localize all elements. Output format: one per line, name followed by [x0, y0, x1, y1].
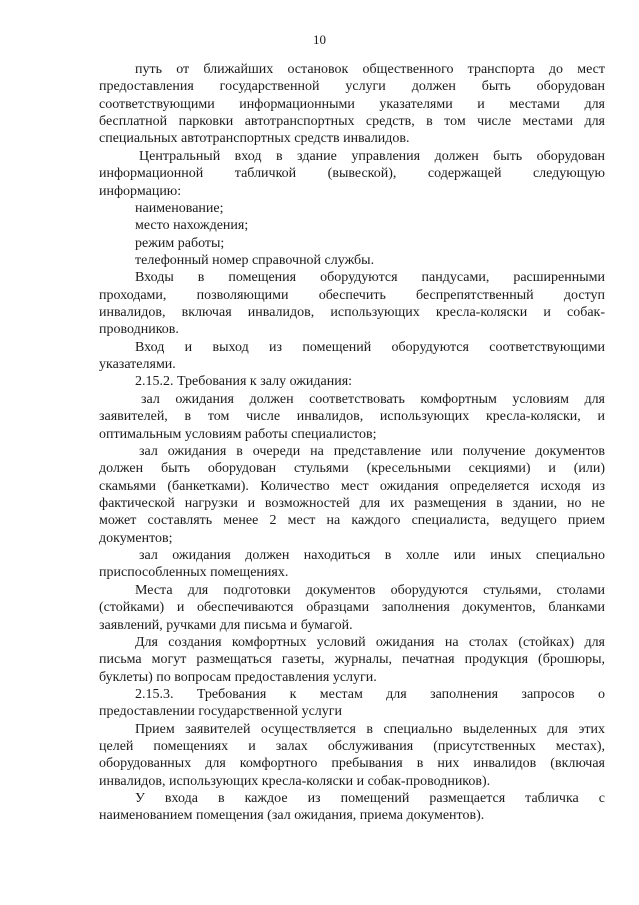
- text-line: должен быть оборудован стульями (кресельными секциями) и (или): [99, 461, 605, 477]
- text-line: У входа в каждое из помещений размещается табличка с: [135, 791, 605, 807]
- text-line: телефонный номер справочной службы.: [135, 252, 375, 268]
- text-line: (стойками) и обеспечиваются образцами заполнения документов, бланками: [99, 600, 605, 616]
- text-line: 2.15.3. Требования к местам для заполнения запросов о: [135, 686, 605, 702]
- text-line: путь от ближайших остановок общественного транспорта до мест: [135, 62, 605, 77]
- text-line: зал ожидания должен соответствовать комфортным условиям для: [141, 391, 605, 407]
- text-line: указателями.: [99, 357, 176, 373]
- text-line: Центральный вход в здание управления должен быть оборудован: [139, 148, 605, 164]
- text-line: целей помещениях и залах обслуживания (присутственных местах),: [99, 739, 605, 755]
- text-line: специальных автотранспортных средств инвалидов.: [99, 131, 410, 147]
- text-line: буклеты) по вопросам предоставления услуги.: [99, 669, 377, 685]
- text-line: режим работы;: [135, 235, 225, 251]
- text-line: Входы в помещения оборудуются пандусами, расширенными: [135, 270, 605, 286]
- text-line: Вход и выход из помещений оборудуются соответствующими: [135, 339, 605, 355]
- text-line: фактической нагрузки и возможностей для их размещения в здании, но не: [99, 495, 605, 511]
- text-line: проходами, позволяющими обеспечить беспрепятственный доступ: [99, 287, 605, 303]
- text-line: заявителей, в том числе инвалидов, использующих кресла-коляски, и: [99, 409, 605, 425]
- text-line: приспособленных помещениях.: [99, 565, 289, 581]
- text-line: зал ожидания должен находиться в холле или иных специально: [139, 548, 605, 564]
- text-line: документов;: [99, 530, 173, 546]
- text-line: Прием заявителей осуществляется в специально выделенных для этих: [135, 721, 605, 737]
- text-line: оптимальным условиям работы специалистов;: [99, 426, 377, 442]
- text-line: 2.15.2. Требования к залу ожидания:: [135, 374, 353, 390]
- text-line: инвалидов, включая инвалидов, использующих кресла-коляски и собак-: [99, 305, 605, 321]
- text-line: бесплатной парковки автотранспортных средств, в том числе местами для: [99, 114, 605, 130]
- text-line: информационной табличкой (вывеской), содержащей следующую: [99, 166, 605, 182]
- text-line: заявлений, ручками для письма и бумагой.: [99, 617, 353, 633]
- text-line: может составлять менее 2 мест на каждого специалиста, ведущего прием: [99, 513, 605, 529]
- text-line: скамьями (банкетками). Количество мест ожидания определяется исходя из: [99, 478, 605, 494]
- text-line: наименованием помещения (зал ожидания, приема документов).: [99, 808, 485, 824]
- text-line: место нахождения;: [135, 218, 249, 234]
- text-line: оборудованных для комфортного пребывания в них инвалидов (включая: [99, 756, 605, 772]
- text-line: инвалидов, использующих кресла-коляски и собак-проводников).: [99, 773, 491, 789]
- text-line: информацию:: [99, 183, 182, 199]
- text-line: предоставления государственной услуги должен быть оборудован: [99, 79, 605, 95]
- text-line: проводников.: [99, 322, 179, 338]
- page-number: 10: [313, 32, 326, 47]
- text-line: зал ожидания в очереди на представление или получение документов: [139, 443, 605, 459]
- text-line: предоставлении государственной услуги: [99, 704, 343, 720]
- text-line: соответствующими информационными указателями и местами для: [99, 96, 605, 112]
- text-line: письма могут размещаться газеты, журналы, печатная продукция (брошюры,: [99, 652, 605, 668]
- text-line: Для создания комфортных условий ожидания на столах (стойках) для: [135, 634, 605, 650]
- text-line: наименование;: [135, 200, 224, 216]
- text-line: Места для подготовки документов оборудуются стульями, столами: [135, 582, 605, 598]
- document-body: [99, 61, 605, 825]
